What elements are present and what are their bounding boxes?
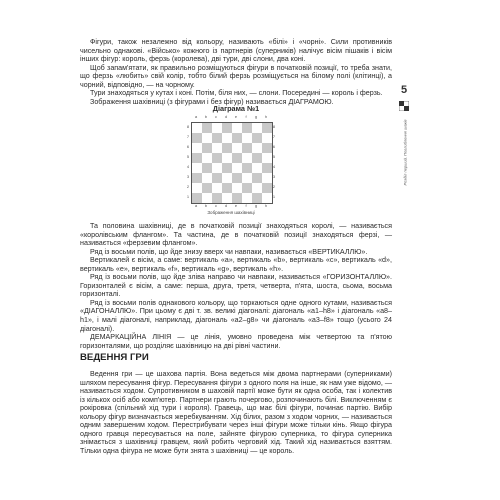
rank-label: 5 (186, 154, 190, 159)
paragraph: Фігури, також незалежно від кольору, називають «білі» і «чорні». Сили противників чисельно однакові. «Військо» кожного із партнерів (суперників) налічує вісім пішаків і вісім інших фігур: король, ферзь (королева), дві тури, дві слони, два коні. (80, 38, 392, 64)
diagram-title: Діаграма №1 (212, 104, 260, 113)
file-label: h (264, 114, 268, 119)
file-label: f (245, 114, 247, 119)
board-square (252, 193, 262, 203)
board-square (232, 123, 242, 133)
board-square (212, 193, 222, 203)
board-square (252, 133, 262, 143)
rank-label: 4 (186, 164, 190, 169)
board-square (212, 153, 222, 163)
paragraph: Ряд із восьми полів, що йде зліва направо чи навпаки, називається «ГОРИЗОНТАЛЛЮ». Горизонталей є вісім, а саме: перша, друга, третя, четверта, п'ята, шоста, сьома, восьма горизонталі. (80, 273, 392, 299)
board-square (222, 163, 232, 173)
board-square (232, 173, 242, 183)
file-label: b (204, 203, 208, 208)
board-square (212, 143, 222, 153)
files-top (191, 115, 271, 119)
rank-label: 2 (272, 184, 276, 189)
rank-label: 3 (272, 174, 276, 179)
board-square (232, 193, 242, 203)
file-label: d (224, 114, 228, 119)
rank-label: 1 (186, 194, 190, 199)
running-title: Розділ перший. Поглиблення шахів (402, 119, 408, 186)
board-square (192, 163, 202, 173)
rank-label: 8 (186, 124, 190, 129)
board-square (202, 123, 212, 133)
paragraph: Ряд із восьми полів однакового кольору, що торкаються одне одного кутами, називається «ДІАГОНАЛЛЮ». При цьому є дві т. зв. великі діагоналі: діагональ «a1–h8» і діагональ «a8–h1», і малі діагоналі, наприклад, діагональ «a2–g8» чи діагональ «a3–f8» тощо (усього 24 діагоналі). (80, 298, 392, 333)
paragraph: Ведення гри — це шахова партія. Вона ведеться між двома партнерами (суперниками) шляхом пересування фігур. Пересування фігури з одного поля на інше, як нам уже відомо, — називається ходом. Супротивником в шаховій партії може бути як одна особа, так і колектив із кількох осіб або комп'ютер. Партнери грають почергово, розпочинають білі. Виключенням є рокіровка (спільний хід тури і короля). Гравець, що має білі фігури, починає партію. Вибір кольору фігур визначається жеребкуванням. Хід білих, разом з ходом чорних, — називається одним завершеним ходом. Перестрибувати через інші фігури може тільки кінь. Якщо фігура одного гравця пересувається на поле, зайняте фігурою суперника, то фігура суперника знімається з шахівниці гравцем, який робить черговий хід. Такий хід називається взяттям. Тільки одна фігура не може бути знята з шахівниці — це король. (80, 370, 392, 455)
file-label: g (254, 114, 258, 119)
file-label: a (194, 203, 198, 208)
board-square (262, 153, 272, 163)
board-square (222, 183, 232, 193)
board-square (212, 123, 222, 133)
file-label: d (224, 203, 228, 208)
board-square (202, 193, 212, 203)
board-square (252, 163, 262, 173)
file-label: c (215, 203, 217, 208)
board-square (212, 163, 222, 173)
section-heading: ВЕДЕННЯ ГРИ (80, 352, 149, 363)
rank-label: 5 (272, 154, 276, 159)
board-square (202, 153, 212, 163)
paragraph: Ряд із восьми полів, що йде знизу вверх чи навпаки, називається «ВЕРТИКАЛЛЮ». (90, 247, 368, 256)
board-square (222, 133, 232, 143)
board-caption: Зображення шахівниці (207, 210, 255, 215)
paragraph: Тури знаходяться у кутах і коні. Потім, біля них, — слони. Посередині — король і ферзь. (90, 89, 383, 98)
board-square (242, 183, 252, 193)
chessboard-squares (192, 123, 272, 203)
board-square (232, 183, 242, 193)
board-square (192, 133, 202, 143)
board-square (212, 173, 222, 183)
board-square (252, 183, 262, 193)
rank-label: 8 (272, 124, 276, 129)
board-square (242, 163, 252, 173)
rank-label: 6 (272, 144, 276, 149)
board-square (232, 133, 242, 143)
board-square (212, 183, 222, 193)
board-square (192, 193, 202, 203)
chessboard (191, 122, 273, 204)
paragraph: Зображення шахівниці (з фігурами і без фігур) називається ДІАГРАМОЮ. (90, 97, 334, 106)
board-square (222, 143, 232, 153)
board-square (242, 173, 252, 183)
board-square (192, 183, 202, 193)
rank-label: 4 (272, 164, 276, 169)
board-square (222, 193, 232, 203)
board-square (192, 143, 202, 153)
files-bottom (191, 204, 271, 208)
rank-label: 6 (186, 144, 190, 149)
chessboard-diagram (188, 115, 276, 219)
board-square (232, 143, 242, 153)
board-square (212, 133, 222, 143)
board-square (192, 173, 202, 183)
rank-label: 2 (186, 184, 190, 189)
chapter-number: 5 (400, 84, 408, 96)
ranks-right (272, 122, 276, 202)
paragraph: Та половина шахівниці, де в початковій позиції знаходяться королі, — називається «королівським флангом». Та частина, де в початковій позиції знаходяться ферзі, — називається «ферзевим флангом». (80, 222, 392, 248)
file-label: h (264, 203, 268, 208)
board-square (222, 173, 232, 183)
rank-label: 3 (186, 174, 190, 179)
board-square (252, 123, 262, 133)
rank-label: 7 (186, 134, 190, 139)
board-square (242, 143, 252, 153)
board-square (252, 173, 262, 183)
board-square (262, 193, 272, 203)
board-square (242, 153, 252, 163)
board-terms-text (80, 222, 392, 350)
board-square (192, 123, 202, 133)
board-square (262, 123, 272, 133)
board-square (192, 153, 202, 163)
board-square (222, 123, 232, 133)
ranks-left (186, 122, 190, 202)
paragraph: Щоб запам'ятати, як правильно розміщуються фігури в початковій позиції, то треба знати, що ферзь «любить» свій колір, тобто білий ферзь розміщується на білому полі (клітинці), а чорний, відповідно, — на чорному. (80, 63, 392, 89)
board-square (232, 163, 242, 173)
game-conduct-text (80, 370, 392, 455)
board-square (262, 143, 272, 153)
chapter-sidebar (398, 84, 412, 214)
file-label: g (254, 203, 258, 208)
board-square (202, 183, 212, 193)
board-square (262, 133, 272, 143)
chessboard-icon (399, 98, 409, 108)
file-label: e (234, 203, 238, 208)
board-square (242, 123, 252, 133)
file-label: c (215, 114, 217, 119)
board-square (252, 153, 262, 163)
board-square (242, 133, 252, 143)
file-label: b (204, 114, 208, 119)
file-label: f (245, 203, 247, 208)
board-square (202, 133, 212, 143)
board-square (252, 143, 262, 153)
board-square (222, 153, 232, 163)
board-square (202, 173, 212, 183)
paragraph: Вертикалей є вісім, а саме: вертикаль «а», вертикаль «b», вертикаль «c», вертикаль «d», вертикаль «e», вертикаль «f», вертикаль «g», вертикаль «h». (80, 256, 392, 273)
board-square (262, 163, 272, 173)
board-square (242, 193, 252, 203)
board-square (232, 153, 242, 163)
intro-text (80, 38, 392, 106)
rank-label: 1 (272, 194, 276, 199)
rank-label: 7 (272, 134, 276, 139)
board-square (202, 143, 212, 153)
board-square (262, 183, 272, 193)
file-label: a (194, 114, 198, 119)
paragraph: ДЕМАРКАЦІЙНА ЛІНІЯ — це лінія, умовно проведена між четвертою та п'ятою горизонталями, що розділяє шахівницю на дві рівні частини. (80, 333, 392, 350)
board-square (202, 163, 212, 173)
board-square (262, 173, 272, 183)
file-label: e (234, 114, 238, 119)
